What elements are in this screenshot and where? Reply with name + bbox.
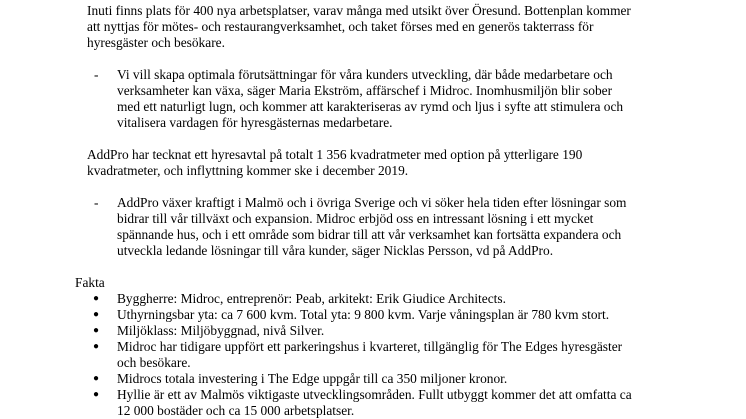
lease-line-1: kvadratmeter, och inflyttning kommer ske i december 2019. bbox=[87, 163, 409, 178]
quote1-dash: - bbox=[94, 67, 99, 82]
bullet-icon: ● bbox=[93, 389, 100, 400]
bullet-icon: ● bbox=[93, 341, 100, 352]
fact-item-3-line-1: och besökare. bbox=[117, 355, 191, 370]
intro-line-3: hyresgäster och besökare. bbox=[87, 35, 225, 50]
facts-heading: Fakta bbox=[75, 275, 105, 290]
quote1-line-1: verksamheter kan växa, säger Maria Ekström, affärschef i Midroc. Inomhusmiljön blir sober bbox=[117, 83, 613, 98]
fact-item-2-line-0: Miljöklass: Miljöbyggnad, nivå Silver. bbox=[117, 323, 325, 338]
quote1-line-3: vitalisera vardagen för hyresgästernas medarbetare. bbox=[117, 115, 393, 130]
fact-item-1-line-0: Uthyrningsbar yta: ca 7 600 kvm. Total yta: 9 800 kvm. Varje våningsplan är 780 kvm stort. bbox=[117, 307, 610, 322]
quote2-dash: - bbox=[94, 195, 99, 210]
fact-item-3-line-0: Midroc har tidigare uppfört ett parkeringshus i kvarteret, tillgänglig för The Edges hyresgäster bbox=[117, 339, 623, 354]
quote2-line-2: spännande hus, och i ett område som bidrar till att vår verksamhet kan fortsätta expandera och bbox=[117, 227, 622, 242]
quote2-line-1: bidrar till vår tillväxt och expansion. Midroc erbjöd oss en intressant lösning i ett mycket bbox=[117, 211, 594, 226]
fact-item-4-line-0: Midrocs totala investering i The Edge uppgår till ca 350 miljoner kronor. bbox=[117, 371, 508, 386]
intro-line-0: Inuti finns plats för 400 nya arbetsplatser, varav många med utsikt över Öresund. Bottenplan kommer bbox=[87, 3, 631, 18]
lease-line-0: AddPro har tecknat ett hyresavtal på totalt 1 356 kvadratmeter med option på ytterligare 190 bbox=[87, 147, 583, 162]
fact-item-5-line-0: Hyllie är ett av Malmös viktigaste utvecklingsområden. Fullt utbyggt kommer det att omfatta ca bbox=[117, 387, 632, 402]
bullet-icon: ● bbox=[93, 293, 100, 304]
fact-item-5-line-1: 12 000 bostäder och ca 15 000 arbetsplatser. bbox=[117, 403, 355, 418]
bullet-icon: ● bbox=[93, 309, 100, 320]
quote1-line-2: med ett naturligt lugn, och kommer att karakteriseras av rymd och ljus i syfte att stimulera och bbox=[117, 99, 624, 114]
quote1-line-0: Vi vill skapa optimala förutsättningar för våra kunders utveckling, där både medarbetare och bbox=[117, 67, 613, 82]
intro-line-2: att nyttjas för mötes- och restaurangverksamhet, och taket förses med en generös takterrass för bbox=[87, 19, 594, 34]
quote2-line-0: AddPro växer kraftigt i Malmö och i övriga Sverige och vi söker hela tiden efter lösningar som bbox=[117, 195, 627, 210]
fact-item-0-line-0: Byggherre: Midroc, entreprenör: Peab, arkitekt: Erik Giudice Architects. bbox=[117, 291, 506, 306]
bullet-icon: ● bbox=[93, 373, 100, 384]
bullet-icon: ● bbox=[93, 325, 100, 336]
quote2-line-3: utveckla ledande lösningar till våra kunder, säger Nicklas Persson, vd på AddPro. bbox=[117, 243, 554, 258]
